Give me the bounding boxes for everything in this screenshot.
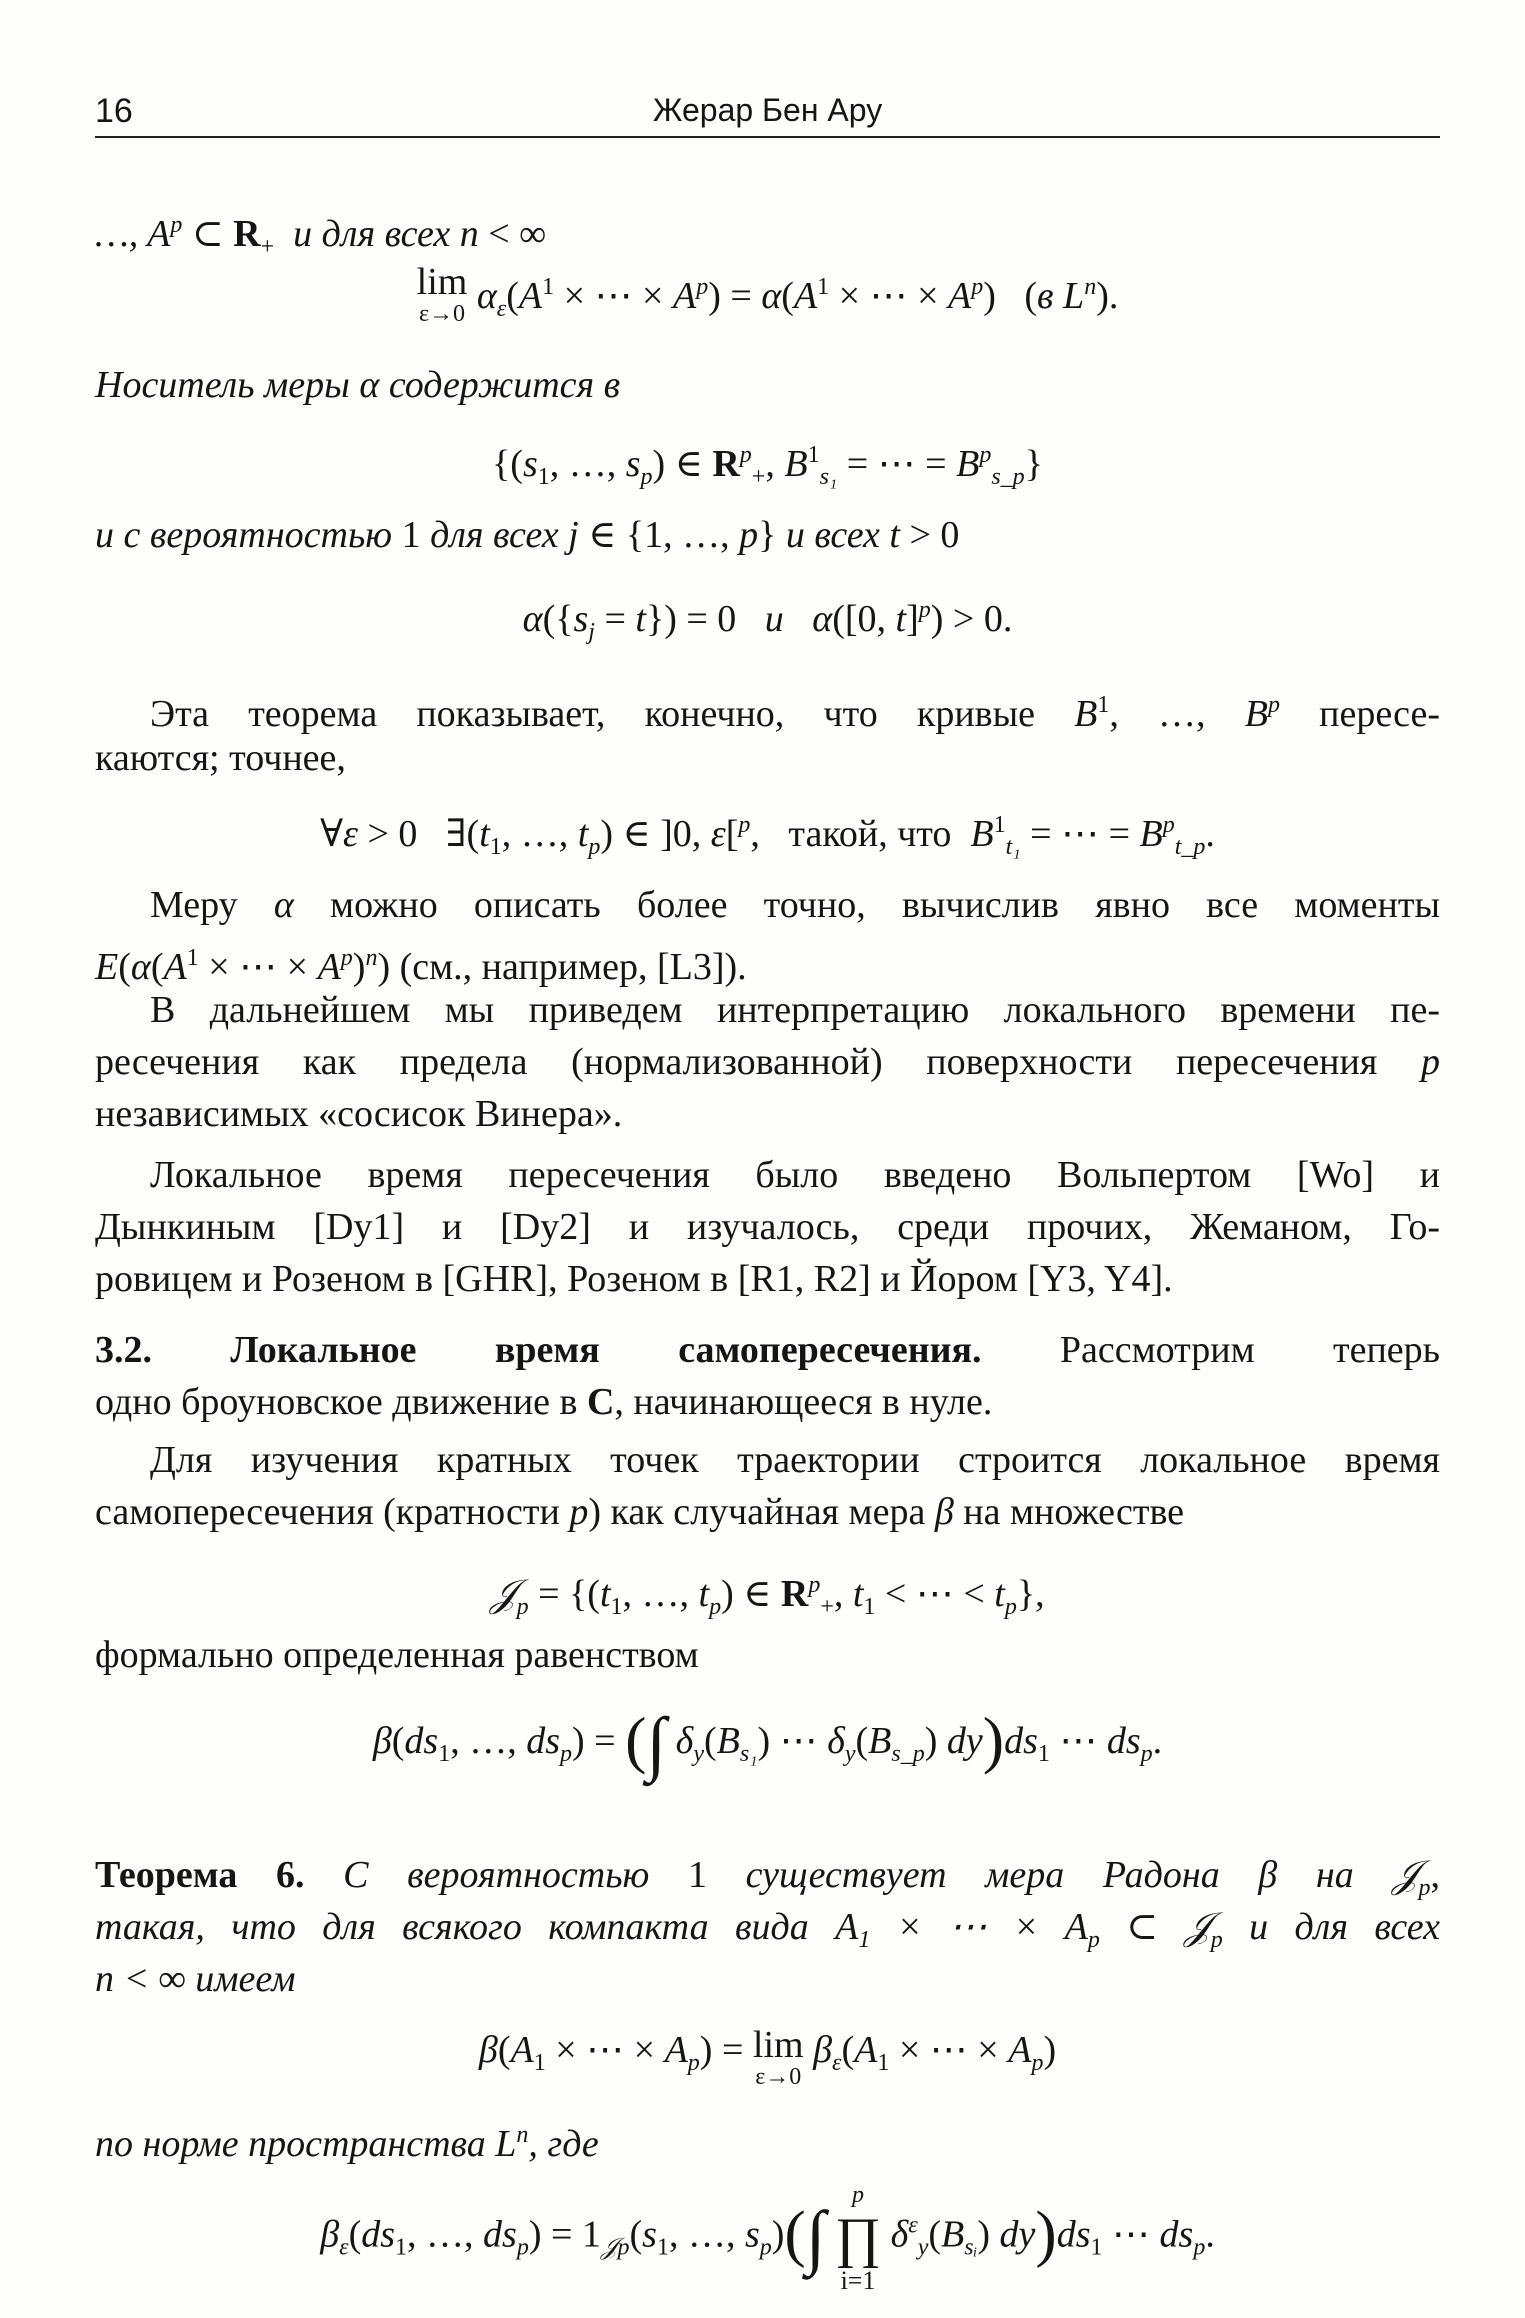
theorem-line: n < ∞ имеем	[95, 1958, 296, 2000]
theorem-text: и с вероятностью 1 для всех j ∈ {1, …, p} и всех t > 0	[95, 514, 960, 556]
running-title: Жерар Бен Ару	[652, 92, 883, 128]
beta-epsilon-formula: $\beta_\varepsilon(ds_1$, …, $ds_p) = 1_{𝒥p}(s_1$, …, $s_p)(\int$ p ∏ i=1 $\delta^\varepsilon_y(B_{sᵢ})$ $dy)ds_1$ ⋯ $ds_p$.	[320, 2182, 1215, 2295]
paragraph-line: формально определенная равенством	[95, 1634, 699, 1676]
set-definition-formula: 𝒥$_p$ = {($t_1$, …, $t_p$) ∈ $R^p_+$, $t_1$ < ⋯ < $t_p$},	[490, 1572, 1045, 1620]
beta-definition-formula: $\beta(ds_1$, …, $ds_p$) = (∫ $\delta_y(B_{s_1})$ ⋯ $\delta_y(B_{s\_p})$ $dy)ds_1$ ⋯ $ds_p$.	[372, 1703, 1163, 1783]
measure-formula: $\alpha(\{s_j = t\}) = 0$ и α([0, t]$^p$) > 0.	[522, 597, 1013, 645]
paragraph-line: ресечения как предела (нормализованной) поверхности пересечения p	[95, 1041, 1440, 1083]
paragraph-line: В дальнейшем мы приведем интерпретацию локального времени пе-	[150, 989, 1440, 1031]
page-number: 16	[95, 92, 133, 130]
paragraph-line: Дынкиным [Dy1] и [Dy2] и изучалось, среди прочих, Жеманом, Го-	[95, 1206, 1440, 1248]
intersection-formula: ∀ε > 0 $\exists(t_1$, …, $t_p$) ∈ ]0, ε[$^p$, такой, что $B^1_{t_1}$ = ⋯ = $B^p_{t\_p}$.	[320, 812, 1215, 860]
paragraph-line: Меру α можно описать более точно, вычислив явно все моменты	[150, 884, 1440, 926]
page-header	[95, 92, 1440, 138]
paragraph-line: Для изучения кратных точек траектории строится локальное время	[150, 1439, 1440, 1481]
paragraph-line: самопересечения (кратности p) как случайная мера β на множестве	[95, 1491, 1185, 1533]
paragraph-line: одно броуновское движение в C, начинающееся в нуле.	[95, 1381, 993, 1423]
support-set-formula: {($s_1$, …, $s_p$) ∈ $R^p_+$, $B^1_{s_1}$ = ⋯ = $B^p_{s\_p}$}	[492, 442, 1043, 490]
section-title: 3.2. Локальное время самопересечения.	[95, 1329, 982, 1371]
theorem-line: Теорема 6. С вероятностью 1 существует мера Радона β на 𝒥$_p$,	[95, 1854, 1441, 1901]
paragraph-line: $E(\alpha(A^1$ × ⋯ × $A^p)^n$) (см., например, [L3]).	[95, 945, 747, 988]
paragraph-line: независимых «сосисок Винера».	[95, 1093, 623, 1135]
theorem-text: Носитель меры α содержится в	[95, 364, 621, 406]
paragraph-line: Локальное время пересечения было введено Вольпертом [Wo] и	[150, 1154, 1440, 1196]
paragraph-line: каются; точнее,	[95, 737, 346, 779]
paragraph-line: ровицем и Розеном в [GHR], Розеном в [R1, R2] и Йором [Y3, Y4].	[95, 1258, 1173, 1300]
formula-line: …, $A^p$ ⊂ $R_+$ и для всех n < ∞	[95, 212, 547, 260]
paragraph-line: Эта теорема показывает, конечно, что кривые $B^1$, …, $B^p$ пересе-	[150, 692, 1440, 735]
theorem-line: по норме пространства $L^n$, где	[95, 2122, 599, 2165]
theorem-line: такая, что для всякого компакта вида $A_1$ × ⋯ × $A_p$ ⊂ 𝒥$_p$ и для всех	[95, 1906, 1441, 1953]
section-heading-line: 3.2. Локальное время самопересечения. Рассмотрим теперь	[95, 1329, 1440, 1371]
theorem-limit-formula: $\beta(A_1$ × ⋯ × $A_p) = \lim$ ε→0 $\beta_\varepsilon(A_1$ × ⋯ × $A_p$)	[478, 2024, 1057, 2090]
limit-formula: lim ε→0 $\alpha_\varepsilon(A^1$ × ⋯ × $A^p) = \alpha(A^1$ × ⋯ × $A^p$) (в $L^n$).	[416, 261, 1119, 327]
theorem-label: Теорема 6.	[95, 1854, 305, 1896]
